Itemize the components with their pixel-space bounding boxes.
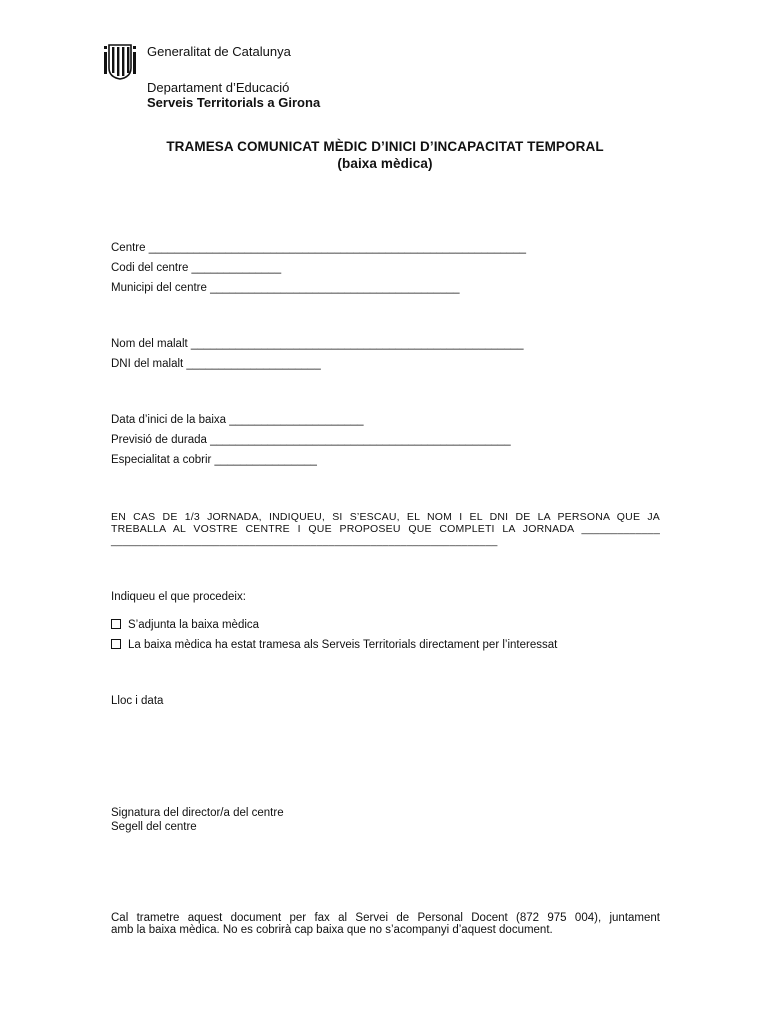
checkbox-row-attached[interactable] <box>111 619 259 631</box>
document-subtitle: (baixa mèdica) <box>337 156 433 171</box>
signature-label: Signatura del director/a del centre <box>111 807 284 819</box>
generalitat-logo <box>104 44 136 80</box>
department-name: Departament d’Educació <box>147 80 290 95</box>
field-data-inici: Data d’inici de la baixa _____________________ <box>111 414 364 426</box>
field-previsio-durada: Previsió de durada _______________________________________________ <box>111 434 511 446</box>
org-name: Generalitat de Catalunya <box>147 44 291 59</box>
place-date-label: Lloc i data <box>111 695 164 707</box>
footer-note <box>111 912 660 936</box>
stamp-label: Segell del centre <box>111 821 197 833</box>
field-municipi: Municipi del centre _______________________________________ <box>111 282 460 294</box>
field-centre: Centre ___________________________________________________________ <box>111 242 527 254</box>
footer-line: Cal trametre aquest document per fax al Servei de Personal Docent (872 975 004), juntament <box>111 912 660 924</box>
instructions-text: Indiqueu el que procedeix: <box>111 591 246 603</box>
footer-line: amb la baixa mèdica. No es cobrirà cap baixa que no s’acompanyi d’aquest document. <box>111 924 553 936</box>
field-nom-malalt: Nom del malalt ____________________________________________________ <box>111 338 524 350</box>
checkbox[interactable] <box>111 639 121 649</box>
checkbox-row-sent[interactable] <box>111 639 557 651</box>
notice-line: EN CAS DE 1/3 JORNADA, INDIQUEU, SI S’ESCAU, EL NOM I EL DNI DE LA PERSONA QUE JA <box>111 511 660 523</box>
checkbox-label: La baixa mèdica ha estat tramesa als Serveis Territorials directament per l’interessat <box>128 639 558 651</box>
notice-line: ________________________________________________________________ <box>111 535 498 547</box>
checkbox-label: S’adjunta la baixa mèdica <box>128 619 260 631</box>
notice-paragraph <box>111 511 660 547</box>
field-codi-centre: Codi del centre ______________ <box>111 262 282 274</box>
field-dni-malalt: DNI del malalt _____________________ <box>111 358 321 370</box>
document-title: TRAMESA COMUNICAT MÈDIC D’INICI D’INCAPACITAT TEMPORAL <box>166 139 604 154</box>
service-name: Serveis Territorials a Girona <box>147 95 321 110</box>
notice-line: TREBALLA AL VOSTRE CENTRE I QUE PROPOSEU QUE COMPLETI LA JORNADA _____________ <box>111 523 660 535</box>
checkbox[interactable] <box>111 619 121 629</box>
field-especialitat: Especialitat a cobrir ________________ <box>111 454 317 466</box>
